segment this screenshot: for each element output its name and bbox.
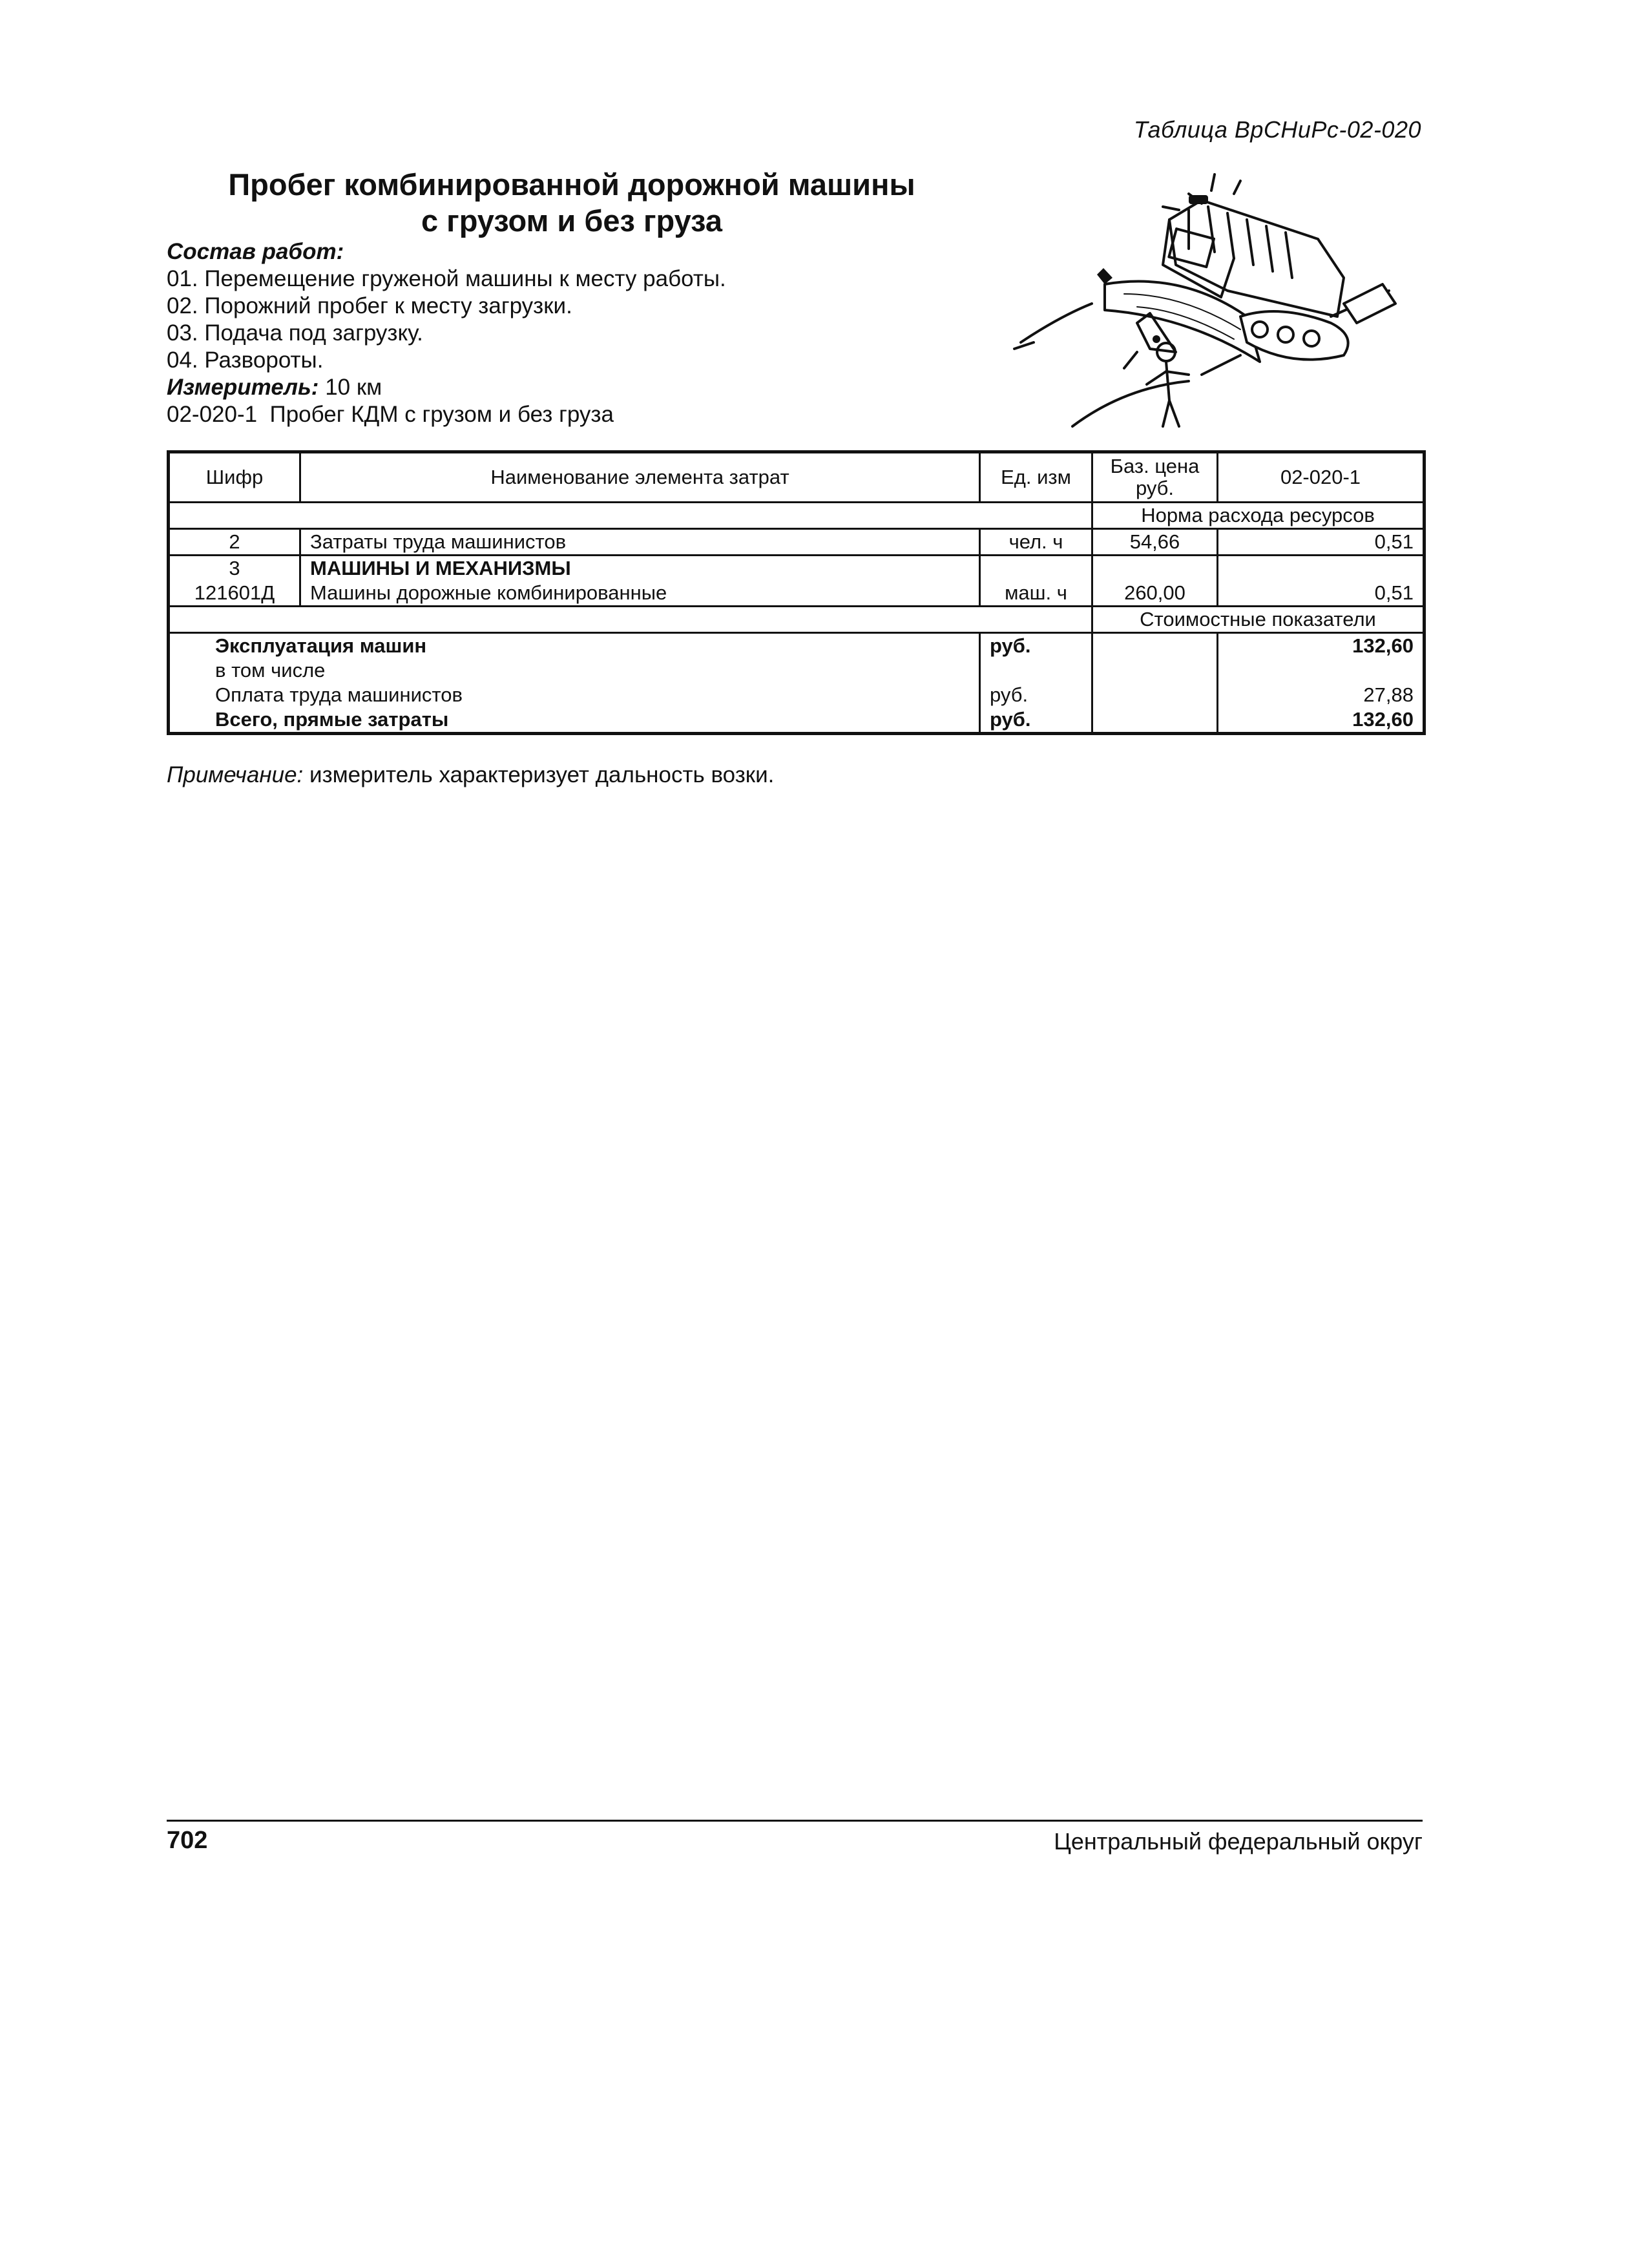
table-label: Таблица ВрСНиРс-02-020 bbox=[1133, 116, 1421, 143]
road-machine-illustration bbox=[995, 155, 1421, 433]
section-norms-row bbox=[169, 503, 1425, 529]
note-text: измеритель характеризует дальность возки. bbox=[303, 762, 775, 787]
title-line-1: Пробег комбинированной дорожной машины bbox=[228, 167, 915, 202]
labor-name: Затраты труда машинистов bbox=[300, 529, 980, 556]
cost-unit: руб. bbox=[980, 683, 1092, 707]
table-row-cost bbox=[169, 683, 1425, 707]
item-code-line: 02-020-1 Пробег КДМ с грузом и без груза bbox=[167, 402, 614, 427]
header-unit: Ед. изм bbox=[980, 452, 1092, 503]
table-row-cost bbox=[169, 658, 1425, 683]
cost-table bbox=[167, 450, 1426, 735]
cost-unit bbox=[980, 658, 1092, 683]
cost-value: 132,60 bbox=[1218, 633, 1425, 659]
labor-code: 2 bbox=[169, 529, 300, 556]
cost-unit: руб. bbox=[980, 707, 1092, 734]
meter-value: 10 км bbox=[325, 375, 382, 400]
machine-unit: маш. ч bbox=[980, 581, 1092, 607]
cost-name: в том числе bbox=[169, 658, 980, 683]
work-item-2: 02. Порожний пробег к месту загрузки. bbox=[167, 293, 572, 318]
work-item-1: 01. Перемещение груженой машины к месту работы. bbox=[167, 266, 726, 291]
header-price: Баз. цена руб. bbox=[1092, 452, 1218, 503]
machines-group-name: МАШИНЫ И МЕХАНИЗМЫ bbox=[300, 556, 980, 581]
work-item-3: 03. Подача под загрузку. bbox=[167, 320, 423, 346]
cost-value bbox=[1218, 658, 1425, 683]
note bbox=[167, 762, 774, 788]
work-item-4: 04. Развороты. bbox=[167, 348, 324, 373]
footer-region: Центральный федеральный округ bbox=[1054, 1828, 1423, 1855]
table-row-machine bbox=[169, 581, 1425, 607]
cost-unit: руб. bbox=[980, 633, 1092, 659]
machine-price: 260,00 bbox=[1092, 581, 1218, 607]
work-composition-heading: Состав работ: bbox=[167, 239, 344, 264]
labor-price: 54,66 bbox=[1092, 529, 1218, 556]
machines-group-code: 3 bbox=[169, 556, 300, 581]
header-item: 02-020-1 bbox=[1218, 452, 1425, 503]
table-row-cost bbox=[169, 633, 1425, 659]
page-number: 702 bbox=[167, 1827, 208, 1854]
table-header-row bbox=[169, 452, 1425, 503]
meter-line bbox=[167, 373, 382, 401]
section-norms-label: Норма расхода ресурсов bbox=[1092, 503, 1425, 529]
machine-code: 121601Д bbox=[169, 581, 300, 607]
title-line-2: с грузом и без груза bbox=[421, 203, 723, 238]
note-label: Примечание: bbox=[167, 762, 304, 787]
cost-name: Эксплуатация машин bbox=[169, 633, 980, 659]
table-row-machines-group bbox=[169, 556, 1425, 581]
header-code: Шифр bbox=[169, 452, 300, 503]
labor-unit: чел. ч bbox=[980, 529, 1092, 556]
machine-value: 0,51 bbox=[1218, 581, 1425, 607]
cost-value: 132,60 bbox=[1218, 707, 1425, 734]
header-name: Наименование элемента затрат bbox=[300, 452, 980, 503]
document-title bbox=[194, 167, 950, 239]
cost-value: 27,88 bbox=[1218, 683, 1425, 707]
cost-name: Оплата труда машинистов bbox=[169, 683, 980, 707]
meter-label: Измеритель: bbox=[167, 375, 319, 400]
section-costs-label: Стоимостные показатели bbox=[1092, 607, 1425, 633]
footer-divider bbox=[167, 1820, 1423, 1822]
table-row-labor bbox=[169, 529, 1425, 556]
table-row-cost bbox=[169, 707, 1425, 734]
section-costs-row bbox=[169, 607, 1425, 633]
cost-name: Всего, прямые затраты bbox=[169, 707, 980, 734]
labor-value: 0,51 bbox=[1218, 529, 1425, 556]
machine-name: Машины дорожные комбинированные bbox=[300, 581, 980, 607]
